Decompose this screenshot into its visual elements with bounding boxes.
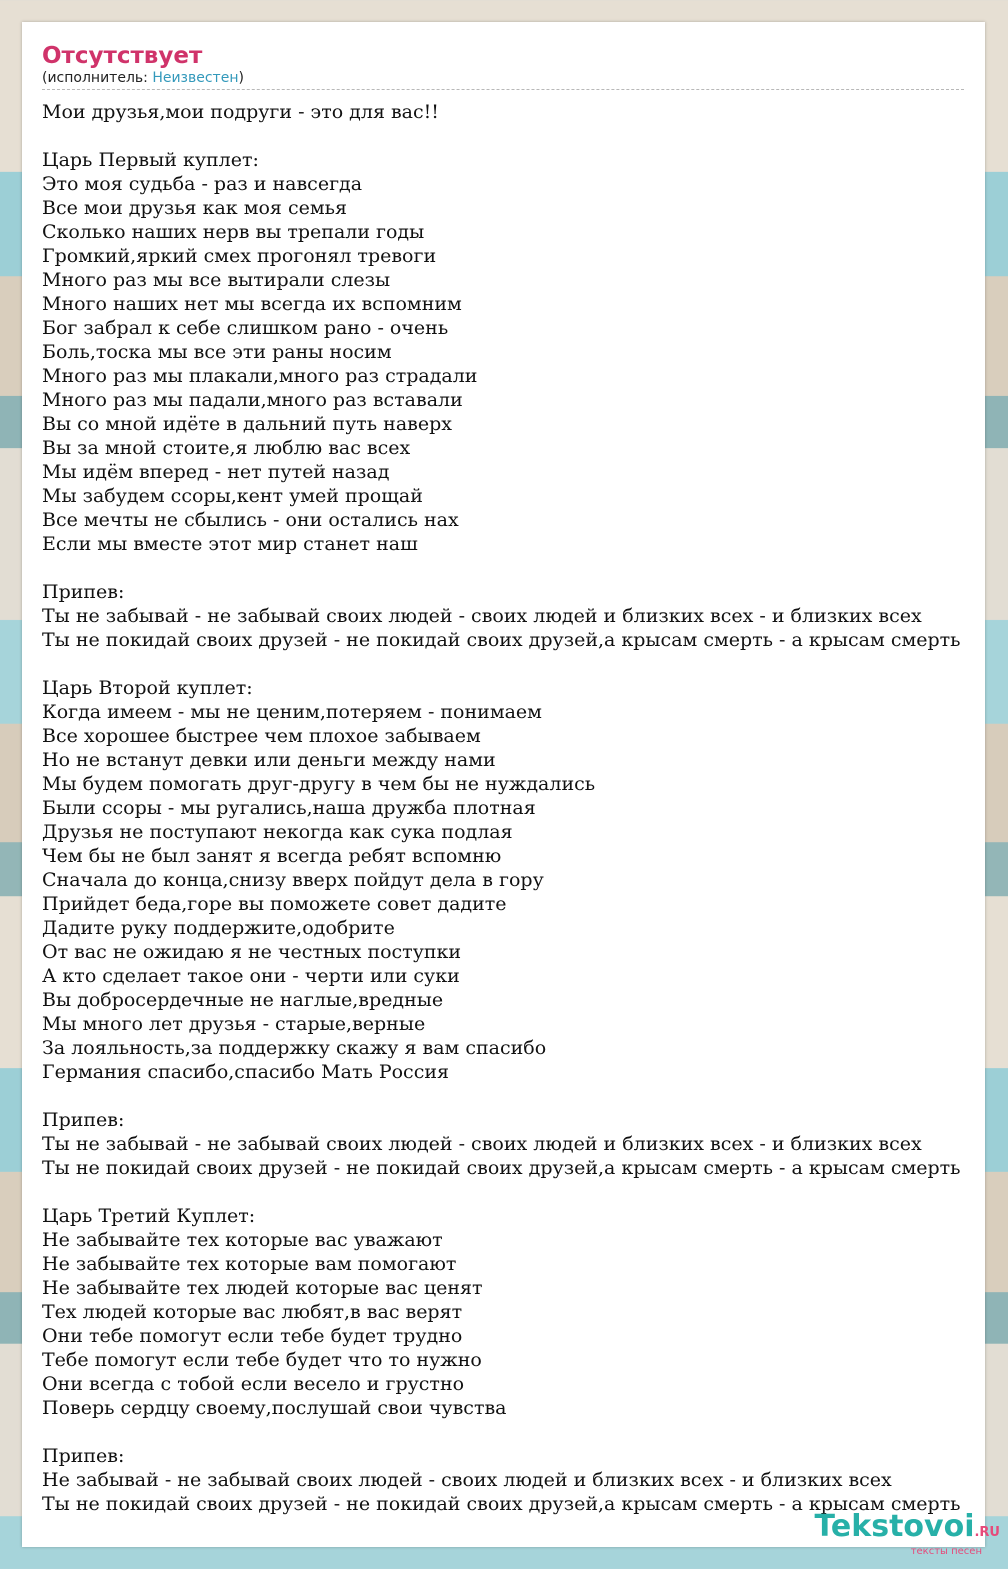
logo-tld: .RU [974, 1525, 1000, 1540]
song-title: Отсутствует [42, 43, 203, 69]
logo-tagline: тексты песен [910, 1546, 982, 1557]
artist-link[interactable]: Неизвестен [152, 70, 239, 86]
lyrics-text: Мои друзья,мои подруги - это для вас!! Царь Первый куплет: Это моя судьба - раз и навсегда Все мои друзья как моя семья Сколько наших нерв вы трепали годы Громкий,яркий смех прогонял тревоги Много раз мы все вытирали слезы Много наших нет мы всегда их вспомним Бог забрал к себе слишком рано - очень Боль,тоска мы все эти раны носим Много раз мы плакали,много раз страдали Много раз мы падали,много раз вставали Вы со мной идёте в дальний путь наверх Вы за мной стоите,я люблю вас всех Мы идём вперед - нет путей назад Мы забудем ссоры,кент умей прощай Все мечты не сбылись - они остались нах Если мы вместе этот мир станет наш Припев: Ты не забывай - не забывай своих людей - своих людей и близких всех - и близких всех Ты не покидай своих друзей - не покидай своих друзей,а крысам смерть - а крысам смерть Царь Второй куплет: Когда имеем - мы не ценим,потеряем - понимаем Все хорошее быстрее чем плохое забываем Но не встанут девки или деньги между нами Мы будем помогать друг-другу в чем бы не нуждались Были ссоры - мы ругались,наша дружба плотная Друзья не поступают некогда как сука подлая Чем бы не был занят я всегда ребят вспомню Сначала до конца,снизу вверх пойдут дела в гору Прийдет беда,горе вы поможете совет дадите Дадите руку поддержите,одобрите От вас не ожидаю я не честных поступки А кто сделает такое они - черти или суки Вы добросердечные не наглые,вредные Мы много лет друзья - старые,верные За лояльность,за поддержку скажу я вам спасибо Германия спасибо,спасибо Мать Россия Припев: Ты не забывай - не забывай своих людей - своих людей и близких всех - и близких всех Ты не покидай своих друзей - не покидай своих друзей,а крысам смерть - а крысам смерть Царь Третий Куплет: Не забывайте тех которые вас уважают Не забывайте тех которые вам помогают Не забывайте тех людей которые вас ценят Тех людей которые вас любят,в вас верят Они тебе помогут если тебе будет трудно Тебе помогут если тебе будет что то нужно Они всегда с тобой если весело и грустно Поверь сердцу своему,послушай свои чувства Припев: Не забывай - не забывай своих людей - своих людей и близких всех - и близких всех Ты не покидай своих друзей - не покидай своих друзей,а крысам смерть - а крысам смерть [42, 101, 961, 1515]
site-logo[interactable] [814, 1511, 1000, 1557]
logo-wordmark [814, 1511, 1000, 1549]
song-header [42, 42, 964, 90]
logo-name: Tekstovoi [814, 1509, 975, 1544]
lyrics-card [22, 22, 985, 1547]
artist-line [42, 70, 964, 87]
artist-prefix: (исполнитель: [42, 70, 153, 86]
artist-suffix: ) [238, 70, 244, 86]
